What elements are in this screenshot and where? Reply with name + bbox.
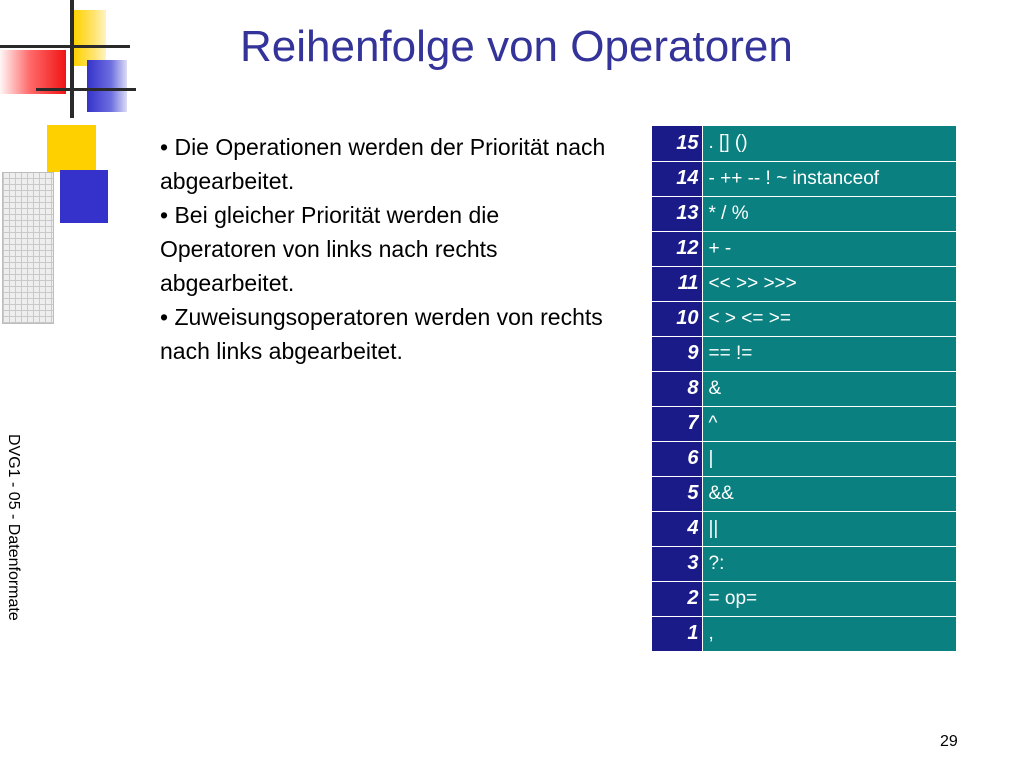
table-row — [652, 336, 956, 371]
bullet-list — [160, 130, 610, 368]
table-row — [652, 196, 956, 231]
operators-cell: ^ — [702, 406, 956, 441]
bullet-item: • Bei gleicher Priorität werden die Operatoren von links nach rechts abgearbeitet. — [160, 198, 610, 300]
operators-cell: , — [702, 616, 956, 651]
table-row — [652, 511, 956, 546]
blue-square-shape — [60, 170, 108, 223]
precedence-level-cell: 10 — [652, 301, 702, 336]
slide-title: Reihenfolge von Operatoren — [240, 22, 793, 71]
yellow-block-shape — [74, 10, 106, 66]
side-footer-label: DVG1 - 05 - Datenformate — [5, 434, 22, 621]
operators-cell: = op= — [702, 581, 956, 616]
precedence-level-cell: 13 — [652, 196, 702, 231]
precedence-level-cell: 11 — [652, 266, 702, 301]
precedence-level-cell: 5 — [652, 476, 702, 511]
table-row — [652, 476, 956, 511]
operators-cell: & — [702, 371, 956, 406]
precedence-level-cell: 7 — [652, 406, 702, 441]
precedence-level-cell: 2 — [652, 581, 702, 616]
table-row — [652, 546, 956, 581]
precedence-level-cell: 6 — [652, 441, 702, 476]
bullet-item: • Die Operationen werden der Priorität nach abgearbeitet. — [160, 130, 610, 198]
operators-cell: < > <= >= — [702, 301, 956, 336]
precedence-level-cell: 1 — [652, 616, 702, 651]
divider-line — [70, 0, 74, 118]
table-row — [652, 371, 956, 406]
operators-cell: || — [702, 511, 956, 546]
precedence-level-cell: 9 — [652, 336, 702, 371]
precedence-level-cell: 8 — [652, 371, 702, 406]
operators-cell: | — [702, 441, 956, 476]
yellow-square-shape — [47, 125, 96, 172]
bullet-item: • Zuweisungsoperatoren werden von rechts nach links abgearbeitet. — [160, 300, 610, 368]
operators-cell: * / % — [702, 196, 956, 231]
blue-block-shape — [87, 60, 127, 112]
table-row — [652, 441, 956, 476]
operators-cell: - ++ -- ! ~ instanceof — [702, 161, 956, 196]
precedence-level-cell: 14 — [652, 161, 702, 196]
precedence-level-cell: 15 — [652, 126, 702, 161]
table-row — [652, 161, 956, 196]
table-row — [652, 231, 956, 266]
operators-cell: . [] () — [702, 126, 956, 161]
precedence-level-cell: 4 — [652, 511, 702, 546]
grid-pattern-graphic — [2, 172, 54, 324]
divider-line — [0, 45, 130, 48]
table-row — [652, 406, 956, 441]
page-number: 29 — [940, 733, 958, 750]
operators-cell: == != — [702, 336, 956, 371]
table-row — [652, 266, 956, 301]
table-row — [652, 301, 956, 336]
operators-cell: ?: — [702, 546, 956, 581]
table-row — [652, 581, 956, 616]
operators-cell: + - — [702, 231, 956, 266]
precedence-level-cell: 3 — [652, 546, 702, 581]
divider-line — [36, 88, 136, 91]
operator-precedence-table — [652, 126, 956, 652]
operators-cell: << >> >>> — [702, 266, 956, 301]
precedence-level-cell: 12 — [652, 231, 702, 266]
operators-cell: && — [702, 476, 956, 511]
table-row — [652, 126, 956, 161]
table-row — [652, 616, 956, 651]
